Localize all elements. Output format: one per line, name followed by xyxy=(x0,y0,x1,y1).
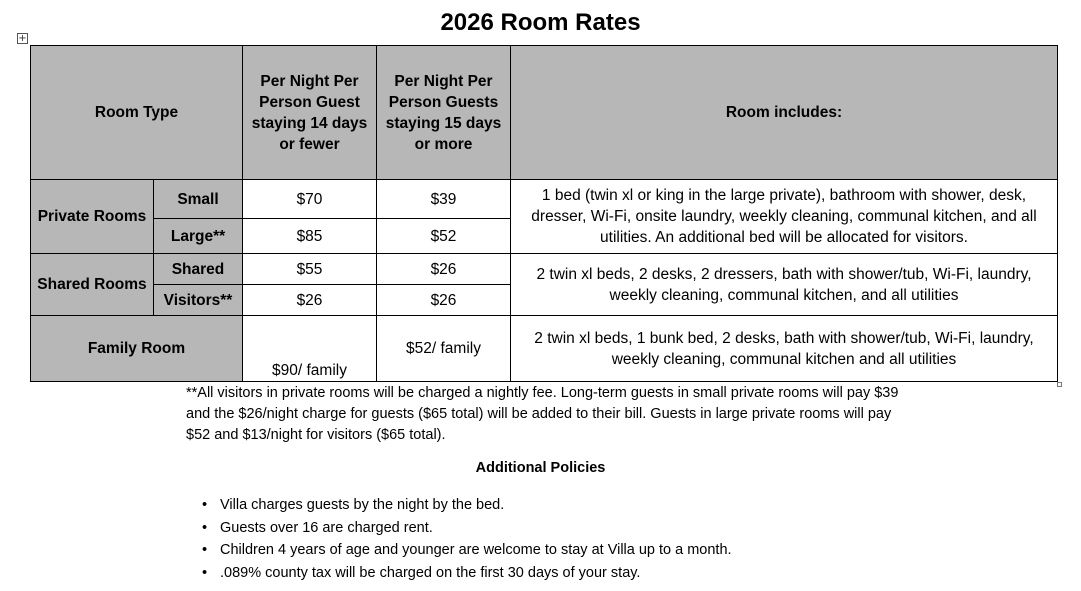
shared-long-rate: $26 xyxy=(377,254,511,285)
table-row xyxy=(31,180,1058,219)
header-short-stay: Per Night Per Person Guest staying 14 days or fewer xyxy=(243,46,377,180)
list-item xyxy=(202,540,732,563)
family-room-label: Family Room xyxy=(31,316,243,382)
large-short-rate: $85 xyxy=(243,219,377,254)
large-room-label: Large** xyxy=(154,219,243,254)
table-resize-handle[interactable] xyxy=(1057,382,1062,387)
header-row xyxy=(31,46,1058,180)
policy-text: Guests over 16 are charged rent. xyxy=(220,519,433,536)
bullet: • xyxy=(202,542,208,559)
list-item xyxy=(202,518,732,541)
small-room-label: Small xyxy=(154,180,243,219)
header-long-stay: Per Night Per Person Guests staying 15 days or more xyxy=(377,46,511,180)
policy-text: .089% county tax will be charged on the first 30 days of your stay. xyxy=(220,565,641,582)
header-includes: Room includes: xyxy=(511,46,1058,180)
small-long-rate: $39 xyxy=(377,180,511,219)
policies-list xyxy=(202,495,732,586)
small-short-rate: $70 xyxy=(243,180,377,219)
table-row xyxy=(31,254,1058,285)
shared-short-rate: $55 xyxy=(243,254,377,285)
room-rates-table xyxy=(30,45,1058,382)
bullet: • xyxy=(202,497,208,513)
shared-rooms-label: Shared Rooms xyxy=(31,254,154,316)
family-short-rate: $90/ family xyxy=(243,316,377,382)
visitors-long-rate: $26 xyxy=(377,285,511,316)
large-long-rate: $52 xyxy=(377,219,511,254)
policy-text: Children 4 years of age and younger are welcome to stay at Villa up to a month. xyxy=(220,542,732,559)
policies-title: Additional Policies xyxy=(475,460,606,476)
bullet: • xyxy=(202,565,208,582)
family-long-rate: $52/ family xyxy=(377,316,511,382)
private-rooms-label: Private Rooms xyxy=(31,180,154,254)
header-room-type: Room Type xyxy=(31,46,243,180)
visitors-label: Visitors** xyxy=(154,285,243,316)
move-cross-icon[interactable]: + xyxy=(18,33,27,44)
table-row xyxy=(31,316,1058,382)
private-includes: 1 bed (twin xl or king in the large private), bathroom with shower, desk, dresser, Wi-Fi, onsite laundry, weekly cleaning, communal kitchen, and all utilities. An additional bed will be allocated for visitors. xyxy=(511,180,1058,254)
shared-room-label: Shared xyxy=(154,254,243,285)
footnote: **All visitors in private rooms will be charged a nightly fee. Long-term guests in small private rooms will pay $39 and the $26/night charge for guests ($65 total) will be added to their bill. Guests in large private rooms will pay $52 and $13/night for visitors ($65 total). xyxy=(186,385,899,443)
shared-includes: 2 twin xl beds, 2 desks, 2 dressers, bath with shower/tub, Wi-Fi, laundry, weekly cleaning, communal kitchen, and all utilities xyxy=(511,254,1058,316)
page-title: 2026 Room Rates xyxy=(440,9,641,36)
bullet: • xyxy=(202,519,208,536)
policy-text: Villa charges guests by the night by the bed. xyxy=(220,497,505,513)
list-item xyxy=(202,495,732,518)
visitors-short-rate: $26 xyxy=(243,285,377,316)
list-item xyxy=(202,563,732,586)
family-includes: 2 twin xl beds, 1 bunk bed, 2 desks, bath with shower/tub, Wi-Fi, laundry, weekly cleaning, communal kitchen and all utilities xyxy=(511,316,1058,382)
